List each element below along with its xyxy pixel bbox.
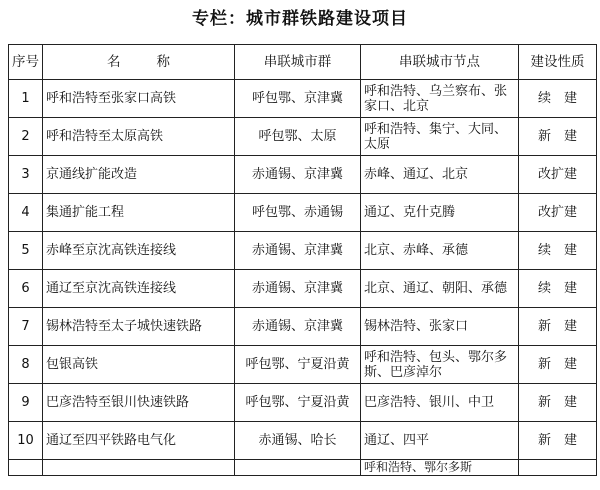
header-no: 序号: [9, 45, 43, 80]
cell-no: 6: [9, 270, 43, 308]
table-row: [9, 118, 597, 156]
table-row: [9, 194, 597, 232]
cell-type: 新 建: [519, 308, 597, 346]
cell-name: 锡林浩特至太子城快速铁路: [43, 308, 235, 346]
cell-no: 2: [9, 118, 43, 156]
cell-no: 8: [9, 346, 43, 384]
cell-group: 赤通锡、哈长: [235, 422, 361, 460]
table-row-partial: [9, 460, 597, 476]
cell-type: 续 建: [519, 80, 597, 118]
cell-no: 3: [9, 156, 43, 194]
cell-nodes: 呼和浩特、乌兰察布、张家口、北京: [361, 80, 519, 118]
cell-type: 续 建: [519, 270, 597, 308]
cell-group: 呼包鄂、宁夏沿黄: [235, 384, 361, 422]
cell-nodes: 呼和浩特、集宁、大同、太原: [361, 118, 519, 156]
header-type: 建设性质: [519, 45, 597, 80]
cell-group: 呼包鄂、赤通锡: [235, 194, 361, 232]
cell-nodes: 呼和浩特、包头、鄂尔多斯、巴彦淖尔: [361, 346, 519, 384]
header-nodes: 串联城市节点: [361, 45, 519, 80]
cell-group: 赤通锡、京津冀: [235, 270, 361, 308]
cell-name: 赤峰至京沈高铁连接线: [43, 232, 235, 270]
cell-nodes: 北京、通辽、朝阳、承德: [361, 270, 519, 308]
table-row: [9, 232, 597, 270]
project-table: [8, 44, 597, 476]
cell-group: 呼包鄂、京津冀: [235, 80, 361, 118]
cell-nodes: 巴彦浩特、银川、中卫: [361, 384, 519, 422]
header-name: 名称: [43, 45, 235, 80]
cell-no: 7: [9, 308, 43, 346]
cell-name: 京通线扩能改造: [43, 156, 235, 194]
cell-group: 呼包鄂、宁夏沿黄: [235, 346, 361, 384]
cell-type: 续 建: [519, 232, 597, 270]
cell-name: 巴彦浩特至银川快速铁路: [43, 384, 235, 422]
table-row: [9, 346, 597, 384]
table-row: [9, 422, 597, 460]
cell-type: 改扩建: [519, 156, 597, 194]
cell-nodes: 赤峰、通辽、北京: [361, 156, 519, 194]
cell-group: 赤通锡、京津冀: [235, 232, 361, 270]
cell-nodes: 通辽、四平: [361, 422, 519, 460]
cell-nodes: 北京、赤峰、承德: [361, 232, 519, 270]
cell-no: [9, 460, 43, 476]
cell-name: 通辽至京沈高铁连接线: [43, 270, 235, 308]
cell-name: 集通扩能工程: [43, 194, 235, 232]
cell-no: 9: [9, 384, 43, 422]
cell-type: 新 建: [519, 118, 597, 156]
table-row: [9, 270, 597, 308]
cell-name: 呼和浩特至张家口高铁: [43, 80, 235, 118]
table-header-row: [9, 45, 597, 80]
cell-group: 赤通锡、京津冀: [235, 156, 361, 194]
cell-type: [519, 460, 597, 476]
cell-no: 4: [9, 194, 43, 232]
cell-name: 呼和浩特至太原高铁: [43, 118, 235, 156]
cell-name: 通辽至四平铁路电气化: [43, 422, 235, 460]
cell-name: 包银高铁: [43, 346, 235, 384]
cell-group: 呼包鄂、太原: [235, 118, 361, 156]
cell-no: 5: [9, 232, 43, 270]
table-row: [9, 156, 597, 194]
header-group: 串联城市群: [235, 45, 361, 80]
cell-group: [235, 460, 361, 476]
cell-type: 新 建: [519, 384, 597, 422]
page-title: 专栏：城市群铁路建设项目: [192, 9, 408, 29]
cell-no: 10: [9, 422, 43, 460]
table-row: [9, 80, 597, 118]
cell-nodes: 呼和浩特、鄂尔多斯: [361, 460, 519, 476]
cell-name: [43, 460, 235, 476]
cell-nodes: 锡林浩特、张家口: [361, 308, 519, 346]
cell-type: 新 建: [519, 346, 597, 384]
table-row: [9, 308, 597, 346]
cell-type: 改扩建: [519, 194, 597, 232]
cell-no: 1: [9, 80, 43, 118]
table-row: [9, 384, 597, 422]
cell-nodes: 通辽、克什克腾: [361, 194, 519, 232]
cell-type: 新 建: [519, 422, 597, 460]
cell-group: 赤通锡、京津冀: [235, 308, 361, 346]
